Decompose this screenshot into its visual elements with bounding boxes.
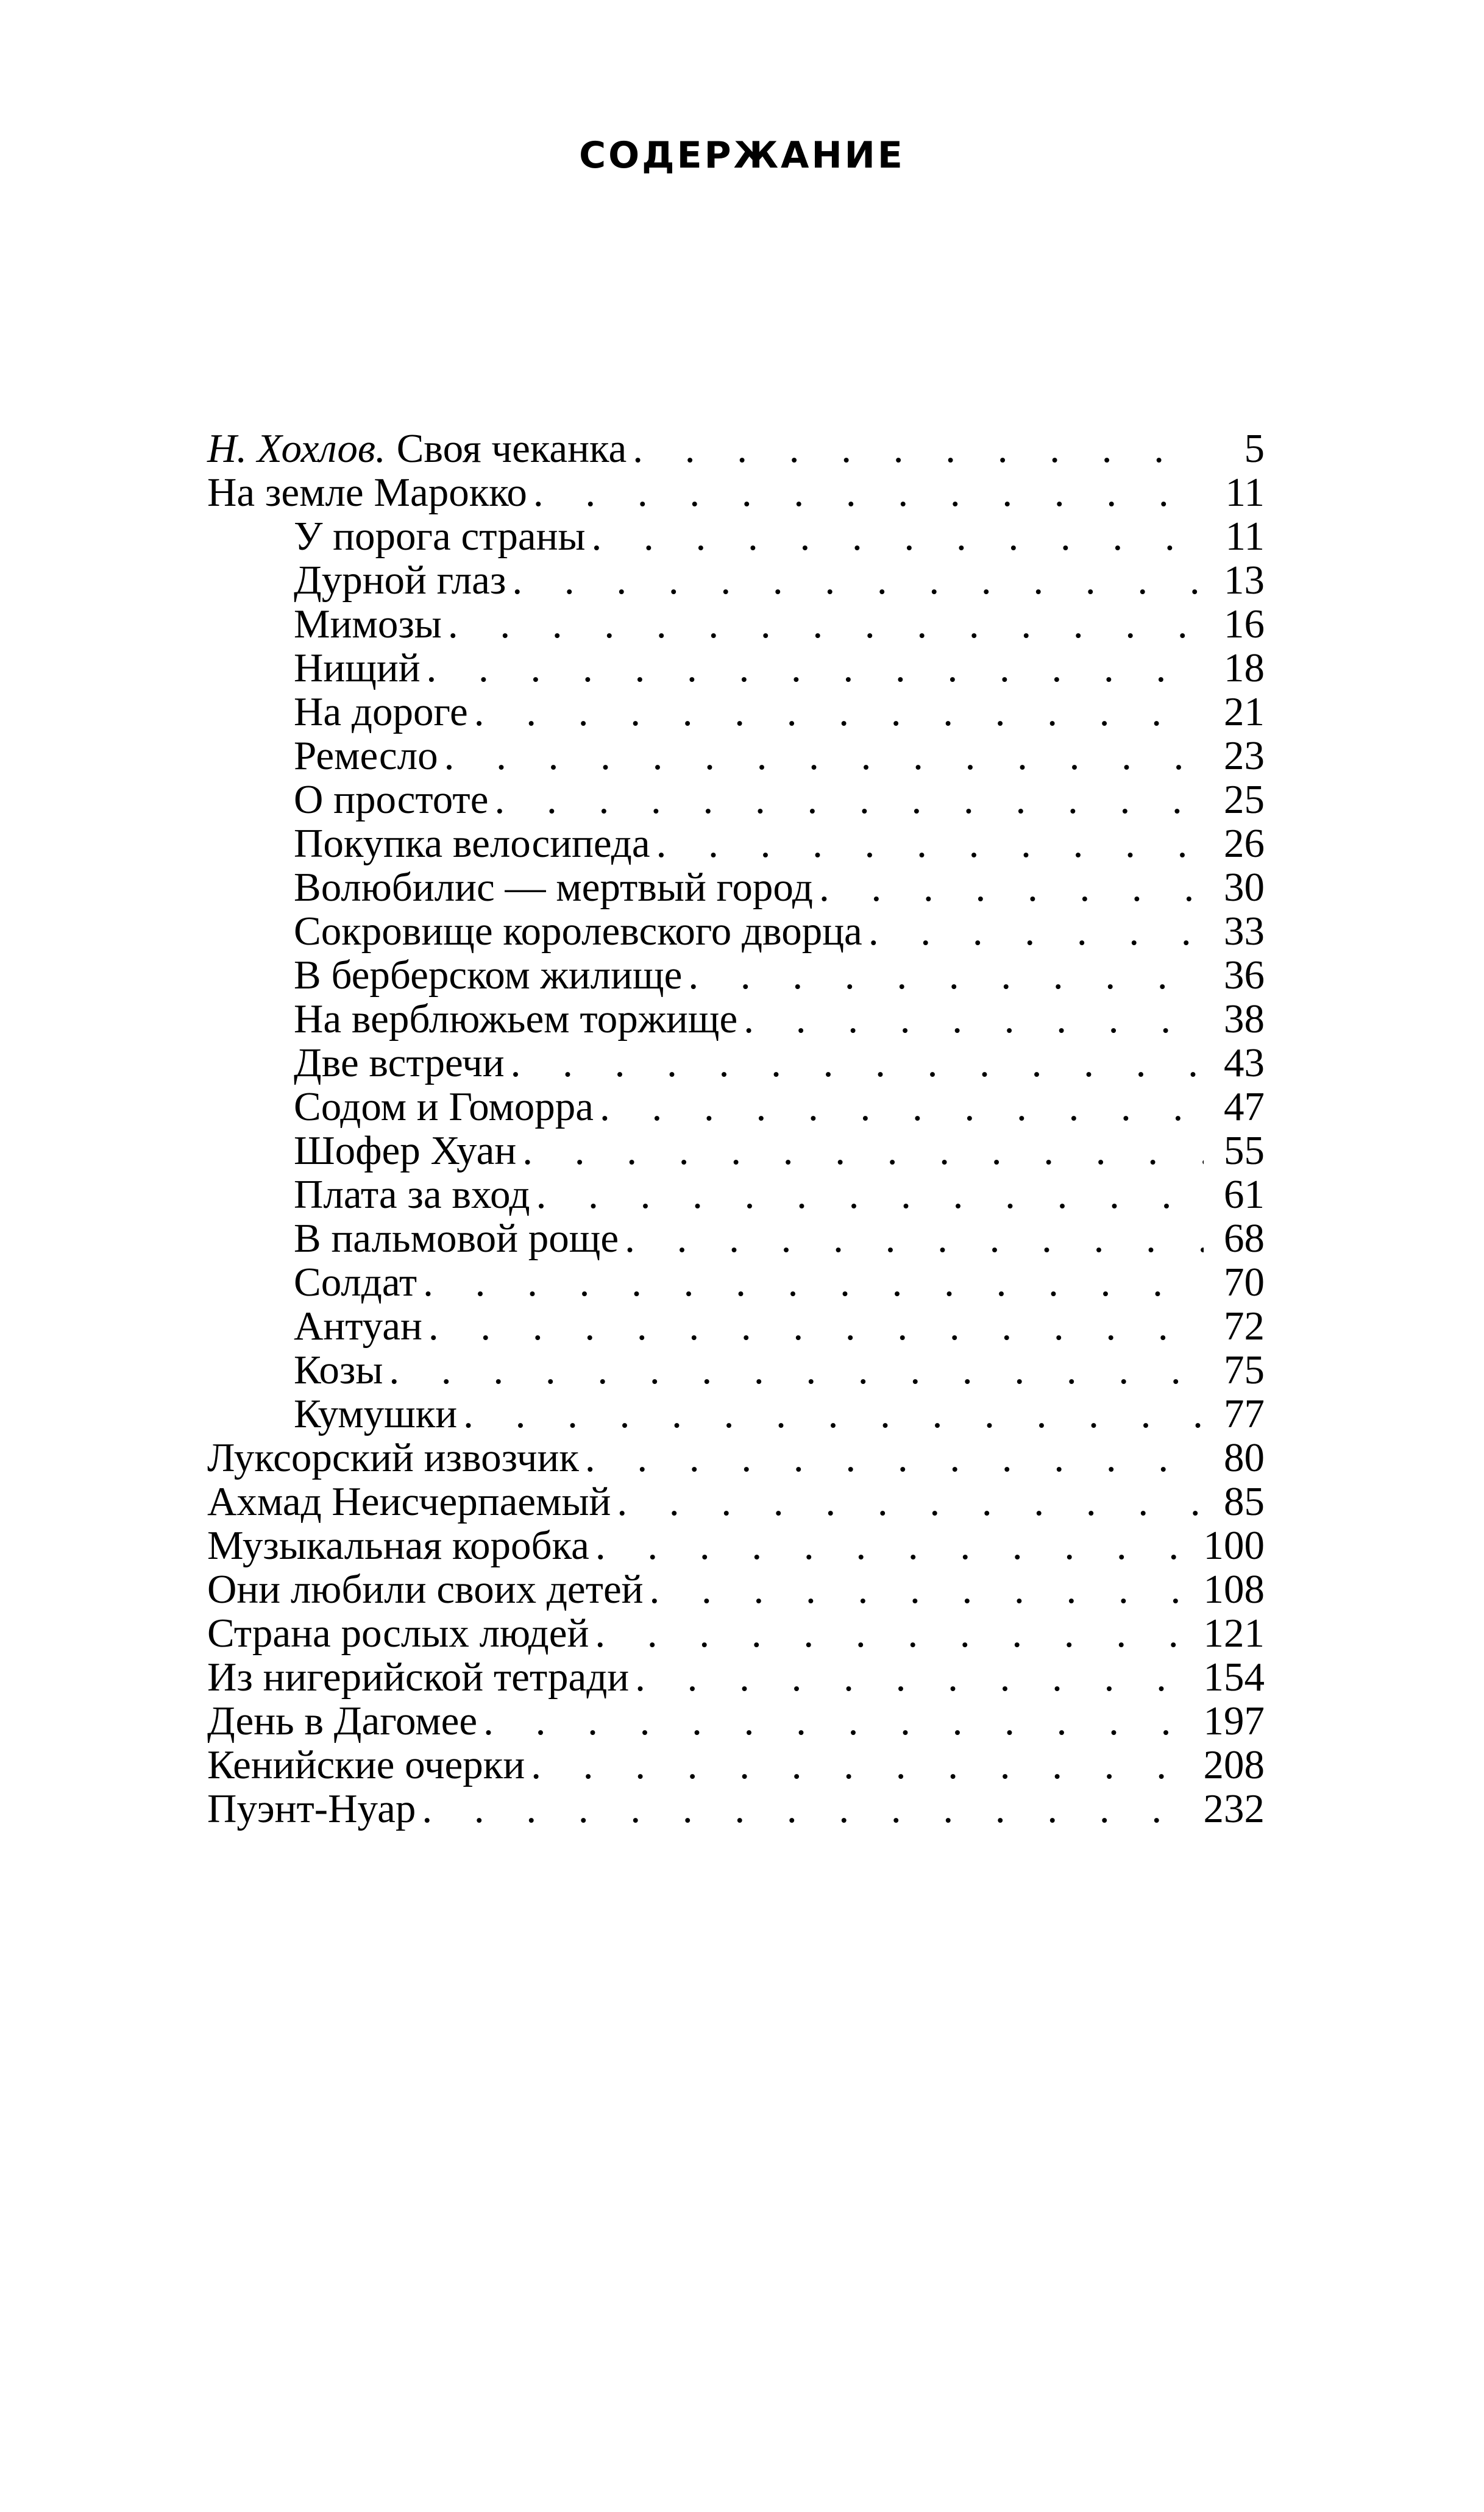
toc-entry-title-text: В пальмовой роще	[294, 1216, 619, 1261]
toc-entry	[207, 602, 1265, 646]
toc-entry	[207, 1260, 1265, 1304]
toc-entry-page-number: 25	[1224, 777, 1265, 822]
dot-leader	[448, 602, 1204, 646]
dot-leader	[463, 1392, 1204, 1436]
toc-entry-page-number: 100	[1203, 1523, 1265, 1568]
toc-entry-title-text: На дороге	[294, 689, 468, 734]
toc-entry-title-text: Козы	[294, 1347, 383, 1393]
toc-entry-title-text: Шофер Хуан	[294, 1128, 517, 1173]
dot-leader	[688, 953, 1204, 997]
toc-entry-title-text: Страна рослых людей	[207, 1611, 589, 1656]
toc-entry	[207, 646, 1265, 690]
toc-entry	[207, 1304, 1265, 1348]
toc-entry	[207, 470, 1265, 514]
toc-entry	[207, 1041, 1265, 1085]
toc-entry-title	[294, 1173, 530, 1216]
toc-entry-title-text: Пуэнт-Нуар	[207, 1786, 416, 1831]
toc-entry-page-number: 23	[1224, 733, 1265, 778]
dot-leader	[617, 1480, 1204, 1524]
toc-entry-page-number: 80	[1224, 1435, 1265, 1480]
toc-entry	[207, 1173, 1265, 1216]
toc-entry-page-number: 68	[1224, 1216, 1265, 1261]
dot-leader	[531, 1743, 1197, 1787]
toc-entry-title-text: Волюбилис — мертвый город	[294, 865, 814, 910]
toc-entry-page-number: 13	[1224, 558, 1265, 603]
toc-entry-page-number: 5	[1244, 426, 1265, 471]
toc-entry-title-text: Покупка велосипеда	[294, 821, 650, 866]
dot-leader	[744, 997, 1204, 1041]
toc-entry	[207, 1392, 1265, 1436]
toc-entry-title-text: Солдат	[294, 1260, 417, 1305]
toc-entry-page-number: 11	[1225, 514, 1265, 559]
toc-entry	[207, 1699, 1265, 1743]
toc-entry-title	[294, 1392, 457, 1436]
page-title: СОДЕРЖАНИЕ	[579, 134, 905, 177]
dot-leader	[444, 734, 1204, 778]
toc-entry-title-text: В берберском жилище	[294, 953, 683, 998]
toc-entry-title	[207, 1699, 477, 1743]
toc-entry	[207, 953, 1265, 997]
toc-entry-title-text: На верблюжьем торжище	[294, 996, 738, 1041]
toc-entry-title	[294, 865, 813, 909]
toc-entry-page-number: 18	[1224, 645, 1265, 690]
toc-entry-title	[207, 427, 627, 470]
toc-entry	[207, 865, 1265, 909]
toc-entry-page-number: 38	[1224, 996, 1265, 1041]
toc-entry-title-text: Кенийские очерки	[207, 1742, 525, 1787]
toc-entry-page-number: 16	[1224, 601, 1265, 647]
toc-entry-title-text: Дурной глаз	[294, 558, 506, 603]
toc-entry-page-number: 75	[1224, 1347, 1265, 1393]
toc-entry-page-number: 85	[1224, 1479, 1265, 1524]
dot-leader	[423, 1260, 1204, 1304]
toc-entry-title	[294, 1129, 516, 1173]
table-of-contents	[207, 427, 1265, 1831]
toc-entry-page-number: 197	[1203, 1698, 1265, 1744]
toc-entry-title-text: Сокровище королевского дворца	[294, 909, 862, 954]
toc-entry-title	[294, 1260, 417, 1304]
toc-entry-title	[294, 602, 442, 646]
toc-entry	[207, 514, 1265, 558]
toc-entry-title-text: Антуан	[294, 1304, 422, 1349]
toc-entry	[207, 1436, 1265, 1480]
toc-entry-title-text: Две встречи	[294, 1040, 505, 1085]
toc-entry-title-text: Из нигерийской тетради	[207, 1655, 630, 1700]
toc-entry-page-number: 26	[1224, 821, 1265, 866]
toc-entry-page-number: 47	[1224, 1084, 1265, 1129]
dot-leader	[389, 1348, 1204, 1392]
dot-leader	[422, 1787, 1197, 1831]
toc-entry	[207, 1611, 1265, 1655]
toc-entry-page-number: 154	[1203, 1655, 1265, 1700]
toc-entry-title	[207, 1480, 611, 1524]
toc-entry	[207, 1129, 1265, 1173]
toc-entry-title	[294, 1304, 422, 1348]
toc-entry	[207, 1655, 1265, 1699]
toc-entry	[207, 821, 1265, 865]
toc-entry-title-text: На земле Марокко	[207, 470, 527, 515]
toc-entry-page-number: 108	[1203, 1567, 1265, 1612]
dot-leader	[650, 1567, 1198, 1611]
dot-leader	[494, 778, 1204, 821]
dot-leader	[656, 821, 1204, 865]
toc-entry-title	[294, 1348, 383, 1392]
dot-leader	[483, 1699, 1197, 1743]
toc-entry	[207, 734, 1265, 778]
toc-entry-title	[294, 909, 862, 953]
toc-entry-title-text: Ремесло	[294, 733, 438, 778]
toc-entry	[207, 909, 1265, 953]
toc-entry-page-number: 72	[1224, 1304, 1265, 1349]
toc-entry-page-number: 33	[1224, 909, 1265, 954]
toc-entry-title	[294, 1216, 619, 1260]
toc-entry-title	[207, 1655, 629, 1699]
toc-entry	[207, 1524, 1265, 1567]
dot-leader	[635, 1655, 1197, 1699]
dot-leader	[512, 558, 1204, 602]
toc-entry	[207, 1480, 1265, 1524]
toc-entry-page-number: 11	[1225, 470, 1265, 515]
toc-entry-title	[294, 778, 488, 821]
toc-entry	[207, 1216, 1265, 1260]
toc-entry-page-number: 21	[1224, 689, 1265, 734]
toc-entry-title-text: Луксорский извозчик	[207, 1435, 579, 1480]
toc-entry-title	[207, 1567, 644, 1611]
toc-entry-title	[294, 690, 468, 734]
toc-entry-title	[207, 470, 527, 514]
toc-entry	[207, 1787, 1265, 1831]
toc-entry	[207, 427, 1265, 470]
toc-entry-title	[294, 1041, 505, 1085]
toc-entry-title-text: Содом и Гоморра	[294, 1084, 594, 1129]
toc-entry-author: Н. Хохлов.	[207, 426, 386, 471]
toc-entry-title	[294, 953, 682, 997]
dot-leader	[428, 1304, 1204, 1348]
toc-entry-page-number: 61	[1224, 1172, 1265, 1217]
toc-entry-title-text: Музыкальная коробка	[207, 1523, 589, 1568]
toc-entry	[207, 558, 1265, 602]
toc-entry	[207, 778, 1265, 821]
toc-entry-title	[207, 1436, 579, 1480]
toc-entry-title	[294, 734, 438, 778]
toc-entry-title-text: Мимозы	[294, 601, 442, 647]
dot-leader	[511, 1041, 1204, 1085]
dot-leader	[536, 1173, 1204, 1216]
toc-entry-title-text: Они любили своих детей	[207, 1567, 644, 1612]
dot-leader	[595, 1611, 1197, 1655]
toc-entry-page-number: 70	[1224, 1260, 1265, 1305]
toc-entry-title	[294, 646, 421, 690]
toc-entry-title	[294, 821, 650, 865]
dot-leader	[474, 690, 1204, 734]
toc-entry-title	[294, 514, 585, 558]
dot-leader	[595, 1524, 1198, 1567]
dot-leader	[533, 470, 1204, 514]
dot-leader	[819, 865, 1204, 909]
toc-entry	[207, 1567, 1265, 1611]
toc-entry-page-number: 36	[1224, 953, 1265, 998]
toc-entry-page-number: 208	[1203, 1742, 1265, 1787]
toc-entry-page-number: 43	[1224, 1040, 1265, 1085]
toc-entry-title	[207, 1743, 525, 1787]
toc-entry-title-text: Ахмад Неисчерпаемый	[207, 1479, 611, 1524]
toc-entry-page-number: 77	[1224, 1391, 1265, 1436]
toc-entry-page-number: 121	[1203, 1611, 1265, 1656]
dot-leader	[585, 1436, 1204, 1480]
dot-leader	[633, 427, 1204, 470]
dot-leader	[625, 1216, 1204, 1260]
toc-entry-title-text: О простоте	[294, 777, 489, 822]
toc-entry-title	[294, 997, 737, 1041]
toc-entry	[207, 1085, 1265, 1129]
toc-entry	[207, 997, 1265, 1041]
toc-entry-page-number: 55	[1224, 1128, 1265, 1173]
toc-entry-page-number: 232	[1203, 1786, 1265, 1831]
toc-entry-title-text: У порога страны	[294, 514, 586, 559]
toc-entry-title	[207, 1611, 589, 1655]
toc-entry-title-text: Кумушки	[294, 1391, 458, 1436]
toc-entry-page-number: 30	[1224, 865, 1265, 910]
toc-entry-title	[207, 1787, 416, 1831]
toc-entry-title	[294, 558, 506, 602]
toc-entry-title-text: Плата за вход	[294, 1172, 530, 1217]
toc-entry-title-text: День в Дагомее	[207, 1698, 478, 1744]
toc-entry	[207, 690, 1265, 734]
toc-entry-title	[207, 1524, 589, 1567]
dot-leader	[427, 646, 1204, 690]
dot-leader	[868, 909, 1204, 953]
toc-entry-title-text: Своя чеканка	[396, 426, 627, 471]
dot-leader	[591, 514, 1204, 558]
toc-entry-title	[294, 1085, 594, 1129]
toc-entry	[207, 1743, 1265, 1787]
toc-entry-title-text: Нищий	[294, 645, 421, 690]
toc-entry	[207, 1348, 1265, 1392]
dot-leader	[600, 1085, 1204, 1129]
dot-leader	[522, 1129, 1204, 1173]
